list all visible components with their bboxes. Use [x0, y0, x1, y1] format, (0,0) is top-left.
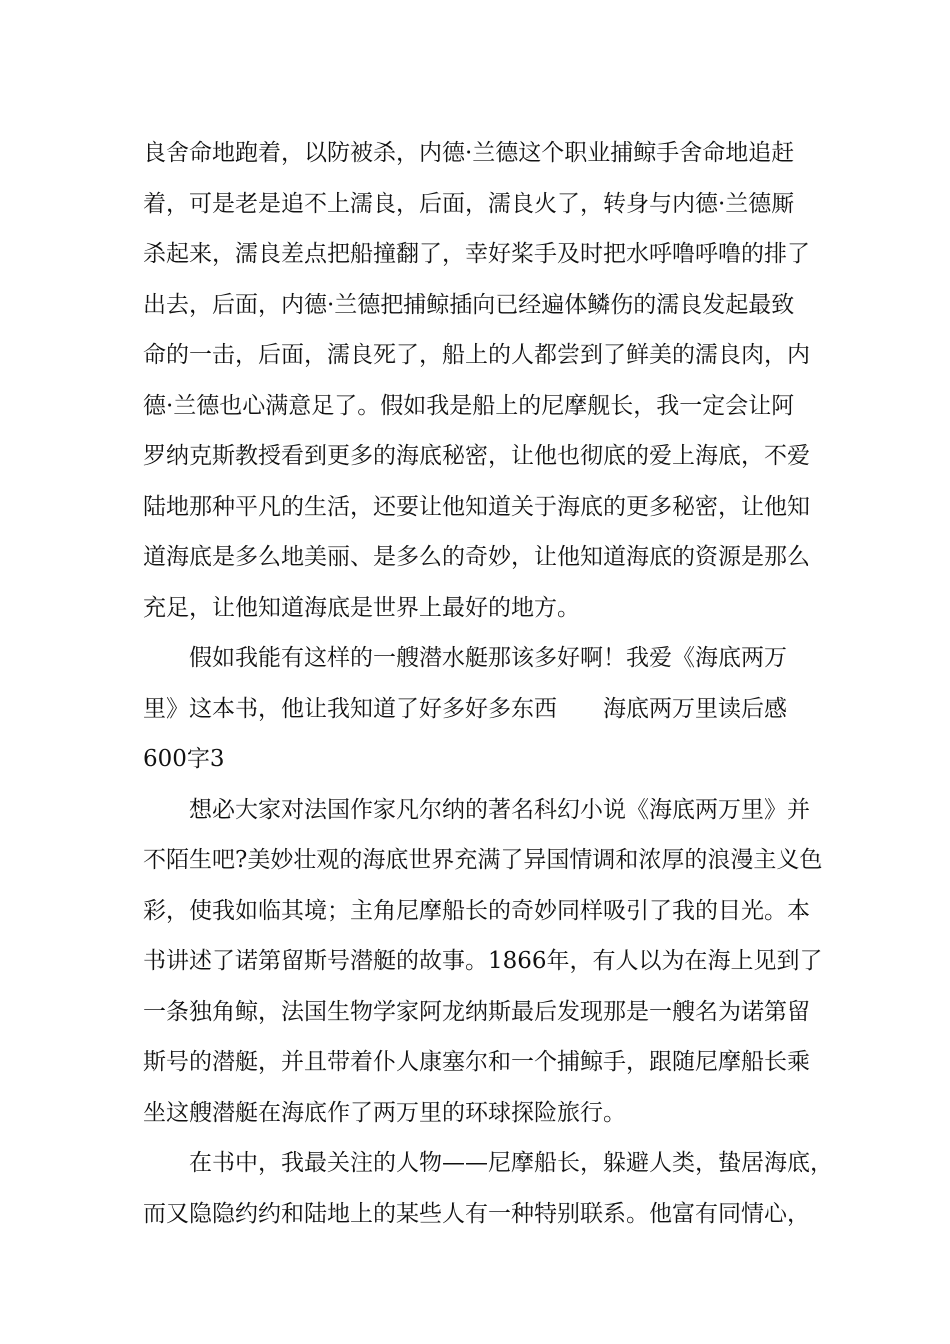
text-line: 罗纳克斯教授看到更多的海底秘密，让他也彻底的爱上海底，不爱 — [143, 443, 810, 469]
text-line: 命的一击，后面，濡良死了，船上的人都尝到了鲜美的濡良肉，内 — [143, 342, 810, 368]
paragraph-start-line: 假如我能有这样的一艘潜水艇那该多好啊！我爱《海底两万 — [189, 645, 787, 671]
text-line: 彩，使我如临其境；主角尼摩船长的奇妙同样吸引了我的目光。本 — [143, 897, 810, 924]
text-line: 不陌生吧?美妙壮观的海底世界充满了异国情调和浓厚的浪漫主义色 — [143, 847, 823, 873]
text-line: 杀起来，濡良差点把船撞翻了，幸好桨手及时把水呼噜呼噜的排了 — [143, 241, 810, 267]
text-line: 坐这艘潜艇在海底作了两万里的环球探险旅行。 — [143, 1099, 626, 1126]
text-line: 一条独角鲸，法国生物学家阿龙纳斯最后发现那是一艘名为诺第留 — [143, 998, 810, 1025]
paragraph-start-line: 在书中，我最关注的人物——尼摩船长，躲避人类，蛰居海底， — [189, 1150, 833, 1176]
paragraph-start-line: 想必大家对法国作家凡尔纳的著名科幻小说《海底两万里》并 — [189, 796, 810, 823]
text-line: 良舍命地跑着，以防被杀，内德·兰德这个职业捕鲸手舍命地追赶 — [143, 140, 795, 166]
text-line: 出去，后面，内德·兰德把捕鲸插向已经遍体鳞伤的濡良发起最致 — [143, 291, 795, 318]
text-line: 着，可是老是追不上濡良，后面，濡良火了，转身与内德·兰德厮 — [143, 190, 795, 217]
body-text — [143, 128, 833, 1239]
section-heading-line: 600字3 — [143, 746, 225, 772]
text-line: 而又隐隐约约和陆地上的某些人有一种特别联系。他富有同情心， — [143, 1200, 810, 1227]
text-line: 书讲述了诺第留斯号潜艇的故事。1866年，有人以为在海上见到了 — [143, 948, 823, 974]
text-line: 充足，让他知道海底是世界上最好的地方。 — [143, 594, 580, 621]
text-line: 斯号的潜艇，并且带着仆人康塞尔和一个捕鲸手，跟随尼摩船长乘 — [143, 1049, 810, 1075]
text-line: 德·兰德也心满意足了。假如我是船上的尼摩舰长，我一定会让阿 — [143, 392, 795, 419]
text-line: 陆地那种平凡的生活，还要让他知道关于海底的更多秘密，让他知 — [143, 493, 810, 520]
text-line: 道海底是多么地美丽、是多么的奇妙，让他知道海底的资源是那么 — [143, 544, 810, 570]
text-line: 里》这本书，他让我知道了好多好多东西 海底两万里读后感 — [143, 695, 787, 722]
